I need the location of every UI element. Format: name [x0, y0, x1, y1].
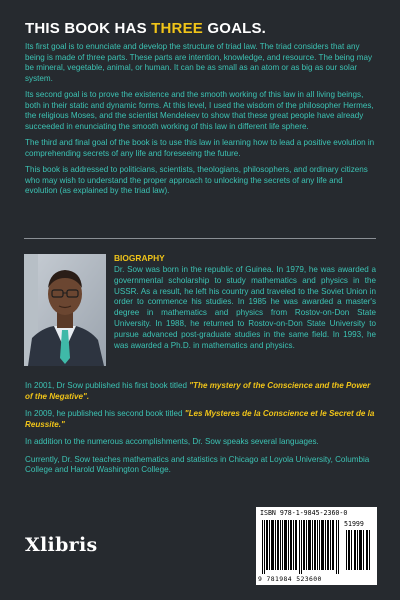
goals-section	[25, 42, 375, 203]
ean-number: 9 781984 523600	[258, 575, 322, 583]
barcode-icon	[262, 520, 342, 574]
headline	[25, 20, 266, 37]
publications-section	[25, 381, 377, 483]
goal-paragraph-3: The third and final goal of the book is to use this law in learning how to lead a positive evolution in comprehending secrets of any life and foreseeing the future.	[25, 138, 375, 158]
author-portrait-image	[24, 254, 106, 366]
first-book-title: "The mystery of the Conscience and the Power of the Negative".	[25, 381, 371, 401]
price-barcode-icon	[346, 530, 372, 570]
biography-body: Dr. Sow was born in the republic of Guinea. In 1979, he was awarded a governmental scholarship to study mathematics and physics in the USSR. As a result, he left his country and traveled to the Soviet Union in order to commence his studies. In 1985 he was awarded a master's degree in mathematics and physics from Rostov-on-Don State University. In 1988, he returned to Rostov-on-Don State University to pursue advanced post-graduate studies in the same field. In 1993, he was awarded a Ph.D. in mathematics and physics.	[114, 265, 376, 350]
teaching-line: Currently, Dr. Sow teaches mathematics and statistics in Chicago at Loyola University, Columbia College and Harold Washington College.	[25, 454, 370, 474]
headline-suffix: GOALS.	[202, 20, 267, 37]
price-code: 51999	[344, 520, 364, 528]
second-book-line	[25, 409, 377, 430]
publisher-logo: Xlibris	[25, 534, 98, 556]
headline-accent: THREE	[151, 20, 203, 37]
audience-paragraph: This book is addressed to politicians, scientists, theologians, philosophers, and ordinary citizens who may wish to understand the proper approach to unlocking the secrets of any life and evolution (as explained by the triad law).	[25, 165, 368, 195]
first-book-prefix: In 2001, Dr Sow published his first book titled	[25, 381, 190, 390]
languages-line: In addition to the numerous accomplishments, Dr. Sow speaks several languages.	[25, 437, 319, 446]
second-book-title: "Les Mysteres de la Conscience et le Secret de la Reussite."	[25, 409, 375, 429]
second-book-prefix: In 2009, he published his second book titled	[25, 409, 185, 418]
section-divider	[24, 238, 376, 239]
headline-prefix: THIS BOOK HAS	[25, 20, 152, 37]
barcode-block	[256, 507, 377, 585]
isbn-text: ISBN 978-1-9845-2360-0	[260, 509, 348, 517]
first-book-line	[25, 381, 377, 402]
goal-paragraph-1: Its first goal is to enunciate and develop the structure of triad law. The triad considers that any being is made of three parts. These parts are intention, knowledge, and resource. The being may be mineral, vegetable, animal, or human. It can be as small as an atom or as big as our solar system.	[25, 42, 373, 83]
author-photo	[24, 254, 106, 366]
biography-title: BIOGRAPHY	[114, 253, 165, 263]
goal-paragraph-2: Its second goal is to prove the existence and the smooth working of this law in all living beings, both in their static and dynamic forms. At this level, I used the wisdom of the philosopher Hermes, the religious Moses, and the scientist Mendeleev to show that these great people have already succeeded in enunciating the smooth working of this law in different life sphere.	[25, 90, 374, 131]
